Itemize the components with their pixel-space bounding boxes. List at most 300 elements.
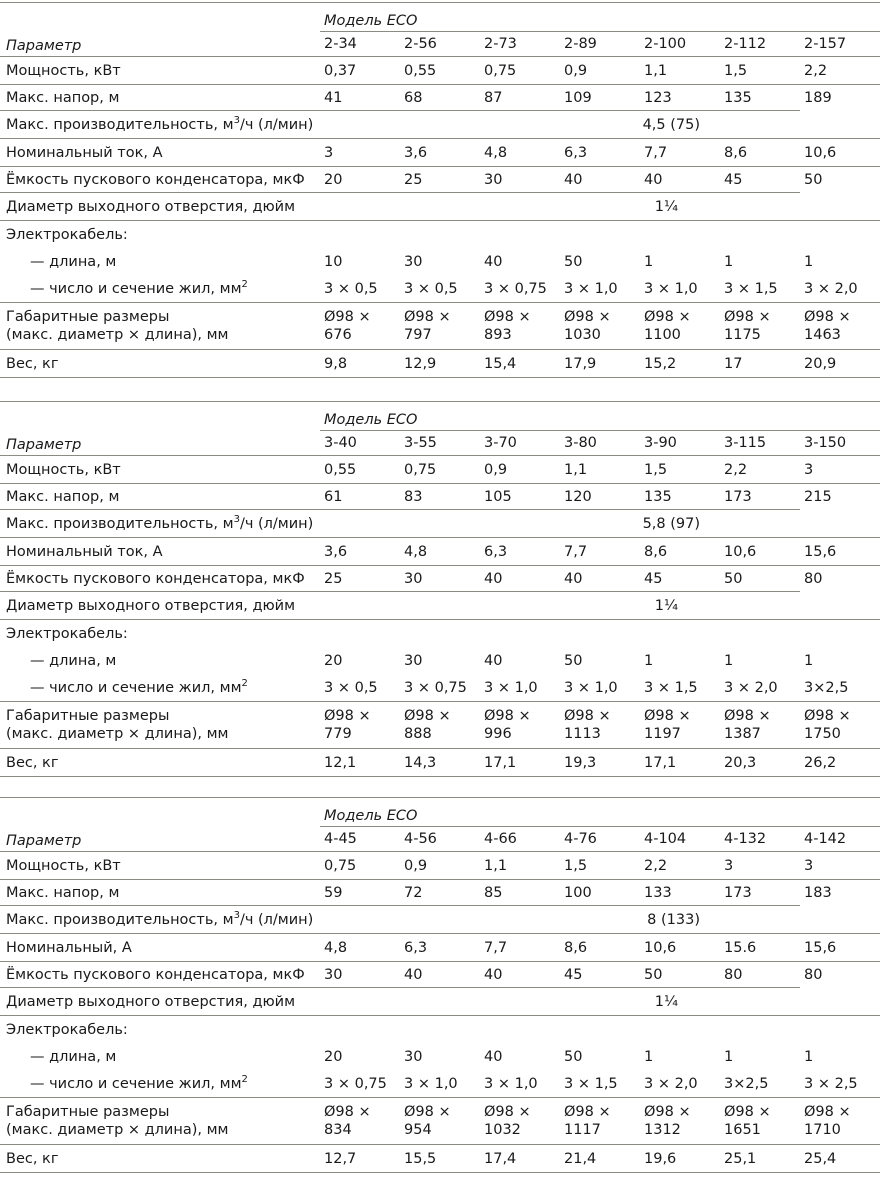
cell-value: 8,6 bbox=[560, 934, 640, 962]
cell-value: 61 bbox=[320, 484, 400, 510]
dims-bottom: 1651 bbox=[724, 1122, 761, 1138]
model-code: 4-132 bbox=[724, 831, 767, 847]
cell-value bbox=[320, 702, 400, 749]
row-label bbox=[0, 1098, 320, 1145]
cell-value: 30 bbox=[404, 652, 423, 669]
cell-value bbox=[400, 702, 480, 749]
cell-value: 0,75 bbox=[480, 57, 560, 85]
cell-value: 83 bbox=[400, 484, 480, 510]
dims-bottom: 676 bbox=[324, 327, 352, 343]
cell-value bbox=[480, 303, 560, 350]
cell-value: 3 × 0,5 bbox=[324, 679, 378, 696]
cell-value: 30 bbox=[400, 566, 480, 592]
cell-value: 3,6 bbox=[400, 139, 480, 167]
cell-value: 135 bbox=[640, 484, 720, 510]
cell-value: 3 bbox=[320, 139, 400, 167]
model-code: 3-80 bbox=[564, 435, 597, 451]
model-code: 3-70 bbox=[484, 435, 517, 451]
model-code: 4-56 bbox=[404, 831, 437, 847]
outlet-value: 1¼ bbox=[480, 193, 720, 221]
cell-value: 25 bbox=[400, 167, 480, 193]
cable-sec-label: — число и сечение жил, мм bbox=[30, 280, 242, 297]
cell-value: 3 × 0,75 bbox=[484, 280, 547, 297]
flow-label-sup: 3 bbox=[233, 909, 240, 921]
dims-top: Ø98 × bbox=[324, 1104, 371, 1120]
cell-value bbox=[480, 702, 560, 749]
flow-label-sup: 3 bbox=[233, 114, 240, 126]
dims-top: Ø98 × bbox=[484, 708, 531, 724]
dims-top: Ø98 × bbox=[564, 309, 611, 325]
cell-value bbox=[800, 303, 880, 350]
cell-value: 3 × 2,5 bbox=[804, 1075, 858, 1092]
model-header: Модель ECO bbox=[320, 798, 880, 827]
cell-value bbox=[480, 1098, 560, 1145]
dims-bottom: 1463 bbox=[804, 327, 841, 343]
cell-value: 3 × 2,0 bbox=[804, 280, 858, 297]
cell-value bbox=[640, 1098, 720, 1145]
cell-value bbox=[720, 1098, 800, 1145]
dims-bottom: 779 bbox=[324, 726, 352, 742]
row-label bbox=[0, 906, 480, 934]
cell-value: 133 bbox=[640, 880, 720, 906]
row-label bbox=[0, 674, 320, 702]
cable-sec-sup: 2 bbox=[241, 1073, 248, 1085]
row-label bbox=[0, 510, 480, 538]
cell-value: 50 bbox=[564, 652, 583, 669]
cell-value: 15.6 bbox=[720, 934, 800, 962]
cell-value: 17,1 bbox=[640, 749, 720, 777]
row-label: — длина, м bbox=[30, 652, 117, 669]
cell-value: 40 bbox=[480, 566, 560, 592]
dims-bottom: 996 bbox=[484, 726, 512, 742]
cell-value: 3 × 1,0 bbox=[484, 679, 538, 696]
cell-value: 80 bbox=[800, 566, 880, 592]
row-label: Диаметр выходного отверстия, дюйм bbox=[0, 592, 480, 620]
cell-value: 3 × 1,5 bbox=[564, 1075, 618, 1092]
cell-value: 15,6 bbox=[800, 538, 880, 566]
cell-value: 87 bbox=[480, 85, 560, 111]
cell-value: 1 bbox=[644, 652, 654, 669]
cell-value: 3 × 1,0 bbox=[484, 1075, 538, 1092]
row-label: Номинальный ток, А bbox=[0, 538, 320, 566]
cell-value: 17 bbox=[720, 350, 800, 378]
row-label: Мощность, кВт bbox=[0, 57, 320, 85]
cell-value: 15,5 bbox=[400, 1145, 480, 1173]
outlet-value: 1¼ bbox=[480, 988, 720, 1016]
cell-value: 40 bbox=[484, 652, 503, 669]
cell-value: 68 bbox=[400, 85, 480, 111]
flow-label-tail: /ч (л/мин) bbox=[239, 911, 314, 928]
cell-value bbox=[320, 1098, 400, 1145]
dims-top: Ø98 × bbox=[644, 309, 691, 325]
cell-value: 7,7 bbox=[560, 538, 640, 566]
flow-value: 4,5 (75) bbox=[480, 111, 720, 139]
cell-value: 3 × 2,0 bbox=[724, 679, 778, 696]
cell-value: 80 bbox=[720, 962, 800, 988]
model-code: 3-90 bbox=[644, 435, 677, 451]
flow-label: Макс. производительность, м bbox=[6, 911, 234, 928]
dims-top: Ø98 × bbox=[804, 1104, 851, 1120]
cell-value: 50 bbox=[640, 962, 720, 988]
cell-value: 40 bbox=[640, 167, 720, 193]
cell-value bbox=[640, 303, 720, 350]
cell-value: 15,2 bbox=[640, 350, 720, 378]
row-label: Электрокабель: bbox=[0, 221, 880, 249]
cell-value: 10,6 bbox=[800, 139, 880, 167]
cell-value: 1 bbox=[724, 1048, 734, 1065]
row-label: Вес, кг bbox=[0, 350, 320, 378]
cell-value: 45 bbox=[720, 167, 800, 193]
dims-top: Ø98 × bbox=[564, 708, 611, 724]
cell-value: 20 bbox=[320, 167, 400, 193]
cell-value: 3 bbox=[800, 456, 880, 484]
cell-value: 3 × 1,0 bbox=[564, 679, 618, 696]
cell-value: 1 bbox=[804, 1048, 814, 1065]
cell-value: 1,1 bbox=[560, 456, 640, 484]
flow-label-tail: /ч (л/мин) bbox=[239, 515, 314, 532]
cell-value: 6,3 bbox=[480, 538, 560, 566]
row-label: Макс. напор, м bbox=[0, 880, 320, 906]
model-header: Модель ECO bbox=[320, 402, 880, 431]
cell-value: 1,1 bbox=[480, 852, 560, 880]
cell-value: 173 bbox=[720, 484, 800, 510]
cell-value: 40 bbox=[560, 566, 640, 592]
cell-value: 30 bbox=[480, 167, 560, 193]
dims-label-1: Габаритные размеры bbox=[6, 708, 170, 724]
dims-bottom: 954 bbox=[404, 1122, 432, 1138]
cell-value: 3 × 1,0 bbox=[404, 1075, 458, 1092]
dims-bottom: 1175 bbox=[724, 327, 761, 343]
model-code: 2-157 bbox=[804, 36, 847, 52]
dims-bottom: 1100 bbox=[644, 327, 681, 343]
cell-value: 1 bbox=[804, 652, 814, 669]
cell-value: 72 bbox=[400, 880, 480, 906]
cell-value: 45 bbox=[560, 962, 640, 988]
dims-bottom: 1197 bbox=[644, 726, 681, 742]
cell-value: 19,3 bbox=[560, 749, 640, 777]
dims-label-2: (макс. диаметр × длина), мм bbox=[6, 1122, 229, 1138]
cell-value: 40 bbox=[400, 962, 480, 988]
row-label: Макс. напор, м bbox=[0, 85, 320, 111]
row-label bbox=[0, 111, 480, 139]
cell-value: 4,8 bbox=[320, 934, 400, 962]
dims-top: Ø98 × bbox=[404, 309, 451, 325]
cell-value: 1 bbox=[724, 652, 734, 669]
row-label: Вес, кг bbox=[0, 749, 320, 777]
model-header: Модель ECO bbox=[320, 3, 880, 32]
cell-value: 1 bbox=[644, 253, 654, 270]
flow-label-sup: 3 bbox=[233, 513, 240, 525]
dims-bottom: 1113 bbox=[564, 726, 601, 742]
cell-value: 173 bbox=[720, 880, 800, 906]
cell-value bbox=[560, 303, 640, 350]
cell-value: 26,2 bbox=[800, 749, 880, 777]
cable-sec-label: — число и сечение жил, мм bbox=[30, 679, 242, 696]
cell-value: 30 bbox=[320, 962, 400, 988]
cell-value: 2,2 bbox=[800, 57, 880, 85]
cell-value bbox=[560, 702, 640, 749]
cell-value: 6,3 bbox=[560, 139, 640, 167]
cell-value: 40 bbox=[480, 962, 560, 988]
row-label bbox=[0, 702, 320, 749]
row-label: Диаметр выходного отверстия, дюйм bbox=[0, 988, 480, 1016]
cell-value bbox=[400, 1098, 480, 1145]
cell-value: 0,9 bbox=[480, 456, 560, 484]
cell-value: 3 × 1,0 bbox=[564, 280, 618, 297]
row-label: Макс. напор, м bbox=[0, 484, 320, 510]
dims-top: Ø98 × bbox=[724, 1104, 771, 1120]
spec-table bbox=[0, 401, 880, 777]
cell-value: 45 bbox=[640, 566, 720, 592]
cell-value: 105 bbox=[480, 484, 560, 510]
dims-label-2: (макс. диаметр × длина), мм bbox=[6, 327, 229, 343]
cell-value: 0,37 bbox=[320, 57, 400, 85]
dims-top: Ø98 × bbox=[724, 708, 771, 724]
dims-top: Ø98 × bbox=[484, 1104, 531, 1120]
cell-value: 1,5 bbox=[560, 852, 640, 880]
param-header: Параметр bbox=[6, 437, 82, 453]
row-label: Вес, кг bbox=[0, 1145, 320, 1173]
cell-value: 8,6 bbox=[720, 139, 800, 167]
row-label: — длина, м bbox=[30, 253, 117, 270]
cell-value: 3×2,5 bbox=[804, 679, 849, 696]
cell-value: 40 bbox=[484, 1048, 503, 1065]
model-code: 2-56 bbox=[404, 36, 437, 52]
cell-value: 25,4 bbox=[800, 1145, 880, 1173]
cell-value: 12,7 bbox=[320, 1145, 400, 1173]
cell-value: 3,6 bbox=[320, 538, 400, 566]
cell-value: 4,8 bbox=[400, 538, 480, 566]
cell-value: 183 bbox=[800, 880, 880, 906]
cell-value: 1 bbox=[644, 1048, 654, 1065]
model-code: 4-142 bbox=[804, 831, 847, 847]
param-header: Параметр bbox=[6, 38, 82, 54]
cell-value: 7,7 bbox=[480, 934, 560, 962]
cell-value: 21,4 bbox=[560, 1145, 640, 1173]
cell-value: 0,55 bbox=[400, 57, 480, 85]
cell-value: 7,7 bbox=[640, 139, 720, 167]
cell-value bbox=[720, 702, 800, 749]
cell-value: 100 bbox=[560, 880, 640, 906]
param-header: Параметр bbox=[6, 833, 82, 849]
dims-label-2: (макс. диаметр × длина), мм bbox=[6, 726, 229, 742]
cell-value: 3 bbox=[800, 852, 880, 880]
cell-value: 41 bbox=[320, 85, 400, 111]
cell-value: 30 bbox=[404, 1048, 423, 1065]
dims-bottom: 893 bbox=[484, 327, 512, 343]
cell-value: 30 bbox=[404, 253, 423, 270]
cell-value: 15,6 bbox=[800, 934, 880, 962]
model-code: 3-150 bbox=[804, 435, 847, 451]
cell-value: 2,2 bbox=[720, 456, 800, 484]
dims-top: Ø98 × bbox=[404, 708, 451, 724]
cable-sec-label: — число и сечение жил, мм bbox=[30, 1075, 242, 1092]
dims-bottom: 1750 bbox=[804, 726, 841, 742]
dims-bottom: 1117 bbox=[564, 1122, 601, 1138]
cable-sec-sup: 2 bbox=[241, 278, 248, 290]
row-label: Номинальный, А bbox=[0, 934, 320, 962]
cell-value: 20,3 bbox=[720, 749, 800, 777]
cell-value: 3 × 0,5 bbox=[324, 280, 378, 297]
cable-sec-sup: 2 bbox=[241, 677, 248, 689]
dims-top: Ø98 × bbox=[644, 708, 691, 724]
row-label: Диаметр выходного отверстия, дюйм bbox=[0, 193, 480, 221]
cell-value: 120 bbox=[560, 484, 640, 510]
cell-value: 10 bbox=[324, 253, 343, 270]
cell-value: 10,6 bbox=[720, 538, 800, 566]
dims-bottom: 834 bbox=[324, 1122, 352, 1138]
cell-value: 20 bbox=[324, 1048, 343, 1065]
model-code: 2-34 bbox=[324, 36, 357, 52]
cell-value bbox=[640, 702, 720, 749]
cell-value: 50 bbox=[800, 167, 880, 193]
cell-value bbox=[400, 303, 480, 350]
dims-top: Ø98 × bbox=[804, 708, 851, 724]
cell-value: 3 × 0,5 bbox=[404, 280, 458, 297]
dims-top: Ø98 × bbox=[564, 1104, 611, 1120]
spec-table bbox=[0, 797, 880, 1173]
row-label bbox=[0, 1070, 320, 1098]
cell-value: 25 bbox=[320, 566, 400, 592]
cell-value: 1 bbox=[804, 253, 814, 270]
cell-value: 123 bbox=[640, 85, 720, 111]
dims-top: Ø98 × bbox=[724, 309, 771, 325]
cell-value: 2,2 bbox=[640, 852, 720, 880]
cell-value: 40 bbox=[484, 253, 503, 270]
cell-value: 0,75 bbox=[320, 852, 400, 880]
model-code: 2-89 bbox=[564, 36, 597, 52]
row-label bbox=[0, 275, 320, 303]
cell-value: 80 bbox=[800, 962, 880, 988]
cell-value: 3 bbox=[720, 852, 800, 880]
cell-value: 8,6 bbox=[640, 538, 720, 566]
cell-value: 4,8 bbox=[480, 139, 560, 167]
cell-value: 20 bbox=[324, 652, 343, 669]
cell-value: 0,9 bbox=[560, 57, 640, 85]
dims-bottom: 1710 bbox=[804, 1122, 841, 1138]
cell-value: 9,8 bbox=[320, 350, 400, 378]
cell-value: 109 bbox=[560, 85, 640, 111]
model-code: 2-112 bbox=[724, 36, 767, 52]
flow-value: 5,8 (97) bbox=[480, 510, 720, 538]
cell-value bbox=[720, 303, 800, 350]
cell-value: 85 bbox=[480, 880, 560, 906]
dims-top: Ø98 × bbox=[404, 1104, 451, 1120]
cell-value: 20,9 bbox=[800, 350, 880, 378]
model-code: 4-76 bbox=[564, 831, 597, 847]
spec-table bbox=[0, 2, 880, 378]
row-label: Ёмкость пускового конденсатора, мкФ bbox=[0, 566, 320, 592]
cell-value: 50 bbox=[564, 1048, 583, 1065]
cell-value: 50 bbox=[720, 566, 800, 592]
cell-value: 1 bbox=[724, 253, 734, 270]
cell-value: 19,6 bbox=[640, 1145, 720, 1173]
flow-value: 8 (133) bbox=[480, 906, 720, 934]
cell-value: 59 bbox=[320, 880, 400, 906]
model-code: 2-100 bbox=[644, 36, 687, 52]
row-label bbox=[0, 303, 320, 350]
dims-top: Ø98 × bbox=[324, 309, 371, 325]
dims-label-1: Габаритные размеры bbox=[6, 1104, 170, 1120]
cell-value bbox=[800, 702, 880, 749]
cell-value: 17,4 bbox=[480, 1145, 560, 1173]
cell-value: 189 bbox=[800, 85, 880, 111]
model-code: 3-55 bbox=[404, 435, 437, 451]
dims-top: Ø98 × bbox=[804, 309, 851, 325]
row-label: Мощность, кВт bbox=[0, 852, 320, 880]
row-label: Мощность, кВт bbox=[0, 456, 320, 484]
cell-value: 0,55 bbox=[320, 456, 400, 484]
cell-value: 215 bbox=[800, 484, 880, 510]
cell-value: 50 bbox=[564, 253, 583, 270]
dims-bottom: 888 bbox=[404, 726, 432, 742]
cell-value: 1,5 bbox=[640, 456, 720, 484]
dims-bottom: 797 bbox=[404, 327, 432, 343]
cell-value: 3 × 0,75 bbox=[324, 1075, 387, 1092]
cell-value: 135 bbox=[720, 85, 800, 111]
outlet-value: 1¼ bbox=[480, 592, 720, 620]
model-code: 3-115 bbox=[724, 435, 767, 451]
row-label: Ёмкость пускового конденсатора, мкФ bbox=[0, 962, 320, 988]
cell-value: 3 × 2,0 bbox=[644, 1075, 698, 1092]
cell-value: 40 bbox=[560, 167, 640, 193]
cell-value: 3 × 1,5 bbox=[724, 280, 778, 297]
cell-value: 0,75 bbox=[400, 456, 480, 484]
dims-bottom: 1387 bbox=[724, 726, 761, 742]
model-code: 4-104 bbox=[644, 831, 687, 847]
cell-value: 0,9 bbox=[400, 852, 480, 880]
model-code: 4-45 bbox=[324, 831, 357, 847]
dims-bottom: 1032 bbox=[484, 1122, 521, 1138]
cell-value bbox=[800, 1098, 880, 1145]
row-label: Ёмкость пускового конденсатора, мкФ bbox=[0, 167, 320, 193]
cell-value: 15,4 bbox=[480, 350, 560, 378]
flow-label-tail: /ч (л/мин) bbox=[239, 116, 314, 133]
cell-value: 12,9 bbox=[400, 350, 480, 378]
flow-label: Макс. производительность, м bbox=[6, 116, 234, 133]
dims-label-1: Габаритные размеры bbox=[6, 309, 170, 325]
dims-bottom: 1312 bbox=[644, 1122, 681, 1138]
row-label: Электрокабель: bbox=[0, 620, 880, 648]
cell-value bbox=[560, 1098, 640, 1145]
cell-value: 25,1 bbox=[720, 1145, 800, 1173]
cell-value: 3 × 1,5 bbox=[644, 679, 698, 696]
flow-label: Макс. производительность, м bbox=[6, 515, 234, 532]
cell-value: 17,1 bbox=[480, 749, 560, 777]
cell-value: 1,1 bbox=[640, 57, 720, 85]
row-label: Номинальный ток, А bbox=[0, 139, 320, 167]
cell-value: 1,5 bbox=[720, 57, 800, 85]
dims-top: Ø98 × bbox=[484, 309, 531, 325]
cell-value: 3 × 0,75 bbox=[404, 679, 467, 696]
cell-value bbox=[320, 303, 400, 350]
model-code: 4-66 bbox=[484, 831, 517, 847]
model-code: 2-73 bbox=[484, 36, 517, 52]
cell-value: 10,6 bbox=[640, 934, 720, 962]
row-label: — длина, м bbox=[30, 1048, 117, 1065]
dims-bottom: 1030 bbox=[564, 327, 601, 343]
cell-value: 14,3 bbox=[400, 749, 480, 777]
cell-value: 3 × 1,0 bbox=[644, 280, 698, 297]
row-label: Электрокабель: bbox=[0, 1016, 880, 1044]
cell-value: 12,1 bbox=[320, 749, 400, 777]
cell-value: 3×2,5 bbox=[724, 1075, 769, 1092]
cell-value: 6,3 bbox=[400, 934, 480, 962]
dims-top: Ø98 × bbox=[324, 708, 371, 724]
cell-value: 17,9 bbox=[560, 350, 640, 378]
dims-top: Ø98 × bbox=[644, 1104, 691, 1120]
model-code: 3-40 bbox=[324, 435, 357, 451]
